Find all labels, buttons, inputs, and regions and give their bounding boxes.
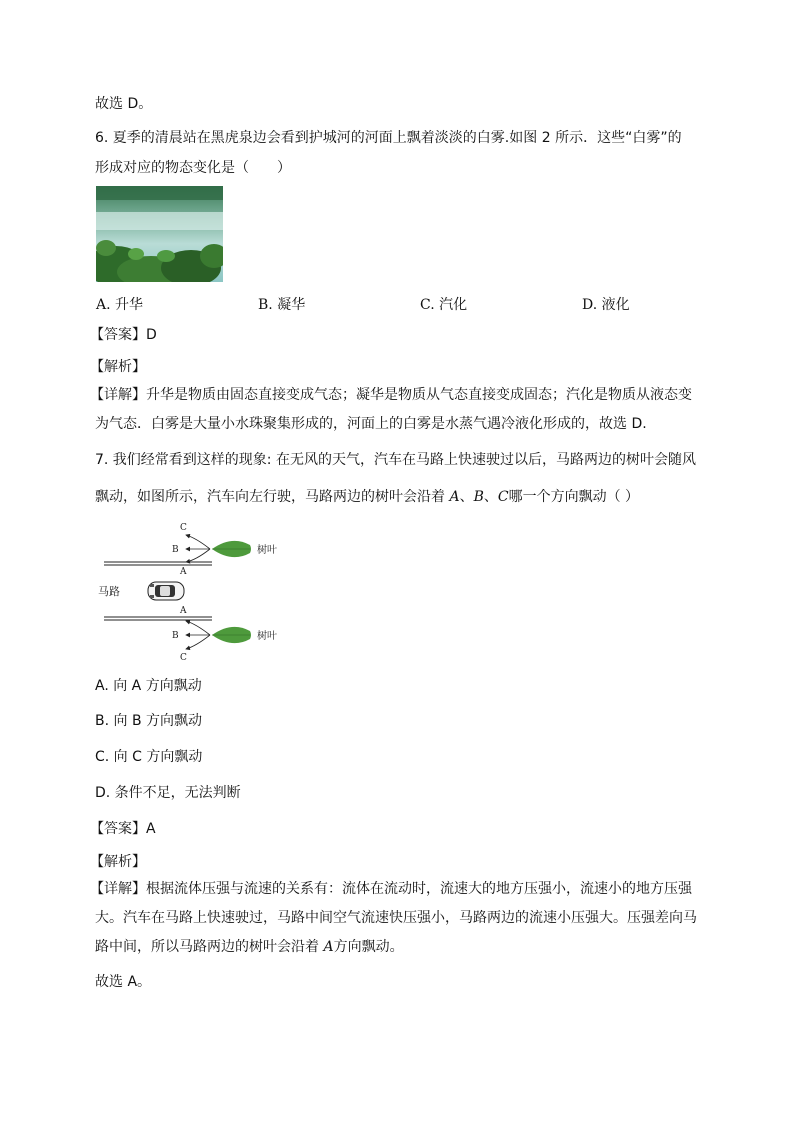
q7-detail-line2: 大。汽车在马路上快速驶过，马路中间空气流速快压强小，马路两边的流速小压强大。压强差向马 bbox=[95, 910, 697, 926]
q6-option-c: C. 汽化 bbox=[420, 297, 468, 313]
answer-label: 【答案】 bbox=[90, 327, 146, 343]
dir-c-bottom: C bbox=[180, 653, 187, 663]
q7-option-a: A. 向 A 方向飘动 bbox=[95, 678, 202, 694]
q7-stem-line2 bbox=[95, 487, 639, 507]
dir-c-top: C bbox=[180, 523, 187, 533]
var-c: C bbox=[497, 489, 509, 505]
leaf-label-bottom: 树叶 bbox=[257, 631, 277, 642]
dir-a-bottom: A bbox=[180, 606, 187, 616]
river-mist-photo bbox=[96, 186, 223, 282]
dir-b-top: B bbox=[172, 545, 179, 555]
var-a: A bbox=[323, 939, 334, 955]
leaf-label-top: 树叶 bbox=[257, 545, 277, 556]
leaf-bottom-icon bbox=[212, 627, 251, 643]
detail-text: 路中间，所以马路两边的树叶会沿着 bbox=[95, 939, 324, 955]
road-leaf-diagram bbox=[92, 518, 292, 666]
dir-a-top: A bbox=[180, 567, 187, 577]
q7-option-c: C. 向 C 方向飘动 bbox=[95, 749, 203, 765]
q7-detail-line3 bbox=[95, 937, 404, 957]
q6-analysis-label: 【解析】 bbox=[90, 359, 146, 375]
q7-option-b: B. 向 B 方向飘动 bbox=[95, 713, 203, 729]
var-a: A bbox=[449, 489, 460, 505]
q7-analysis-label: 【解析】 bbox=[90, 854, 146, 870]
dir-b-bottom: B bbox=[172, 631, 179, 641]
q6-answer bbox=[90, 325, 157, 345]
sep: 、 bbox=[459, 489, 474, 505]
q6-detail-line1 bbox=[90, 385, 692, 405]
detail-label: 【详解】 bbox=[90, 387, 146, 403]
stem-text: 哪一个方向飘动（ ） bbox=[508, 489, 640, 505]
stem-text: 飘动，如图所示，汽车向左行驶，马路两边的树叶会沿着 bbox=[95, 489, 450, 505]
leaf-top-icon bbox=[212, 541, 251, 557]
q6-stem-line1: 6. 夏季的清晨站在黑虎泉边会看到护城河的河面上飘着淡淡的白雾.如图 2 所示．这些“白雾”的 bbox=[95, 130, 682, 146]
q6-option-d: D. 液化 bbox=[582, 297, 630, 313]
q7-conclusion: 故选 A。 bbox=[95, 974, 152, 990]
q7-detail-line1 bbox=[90, 879, 692, 899]
q6-option-b: B. 凝华 bbox=[258, 297, 306, 313]
detail-text: 方向飘动。 bbox=[333, 939, 404, 955]
q7-option-d: D. 条件不足，无法判断 bbox=[95, 785, 241, 801]
answer-value: D bbox=[146, 327, 157, 343]
answer-value: A bbox=[146, 821, 156, 837]
sep: 、 bbox=[483, 489, 498, 505]
car-icon bbox=[148, 582, 184, 600]
q6-detail-line2: 为气态．白雾是大量小水珠聚集形成的，河面上的白雾是水蒸气遇冷液化形成的，故选 D. bbox=[95, 416, 647, 432]
detail-text: 升华是物质由固态直接变成气态；凝华是物质从气态直接变成固态；汽化是物质从液态变 bbox=[146, 387, 692, 403]
q6-option-a: A. 升华 bbox=[96, 297, 144, 313]
road-label: 马路 bbox=[98, 585, 120, 598]
detail-label: 【详解】 bbox=[90, 881, 146, 897]
var-b: B bbox=[473, 489, 484, 505]
q7-answer bbox=[90, 819, 156, 839]
answer-label: 【答案】 bbox=[90, 821, 146, 837]
q7-stem-line1: 7. 我们经常看到这样的现象: 在无风的天气，汽车在马路上快速驶过以后，马路两边的树叶会随风 bbox=[95, 452, 696, 468]
previous-conclusion: 故选 D。 bbox=[95, 96, 153, 112]
q6-stem-line2: 形成对应的物态变化是（ ） bbox=[95, 160, 291, 176]
detail-text: 根据流体压强与流速的关系有：流体在流动时，流速大的地方压强小，流速小的地方压强 bbox=[146, 881, 692, 897]
